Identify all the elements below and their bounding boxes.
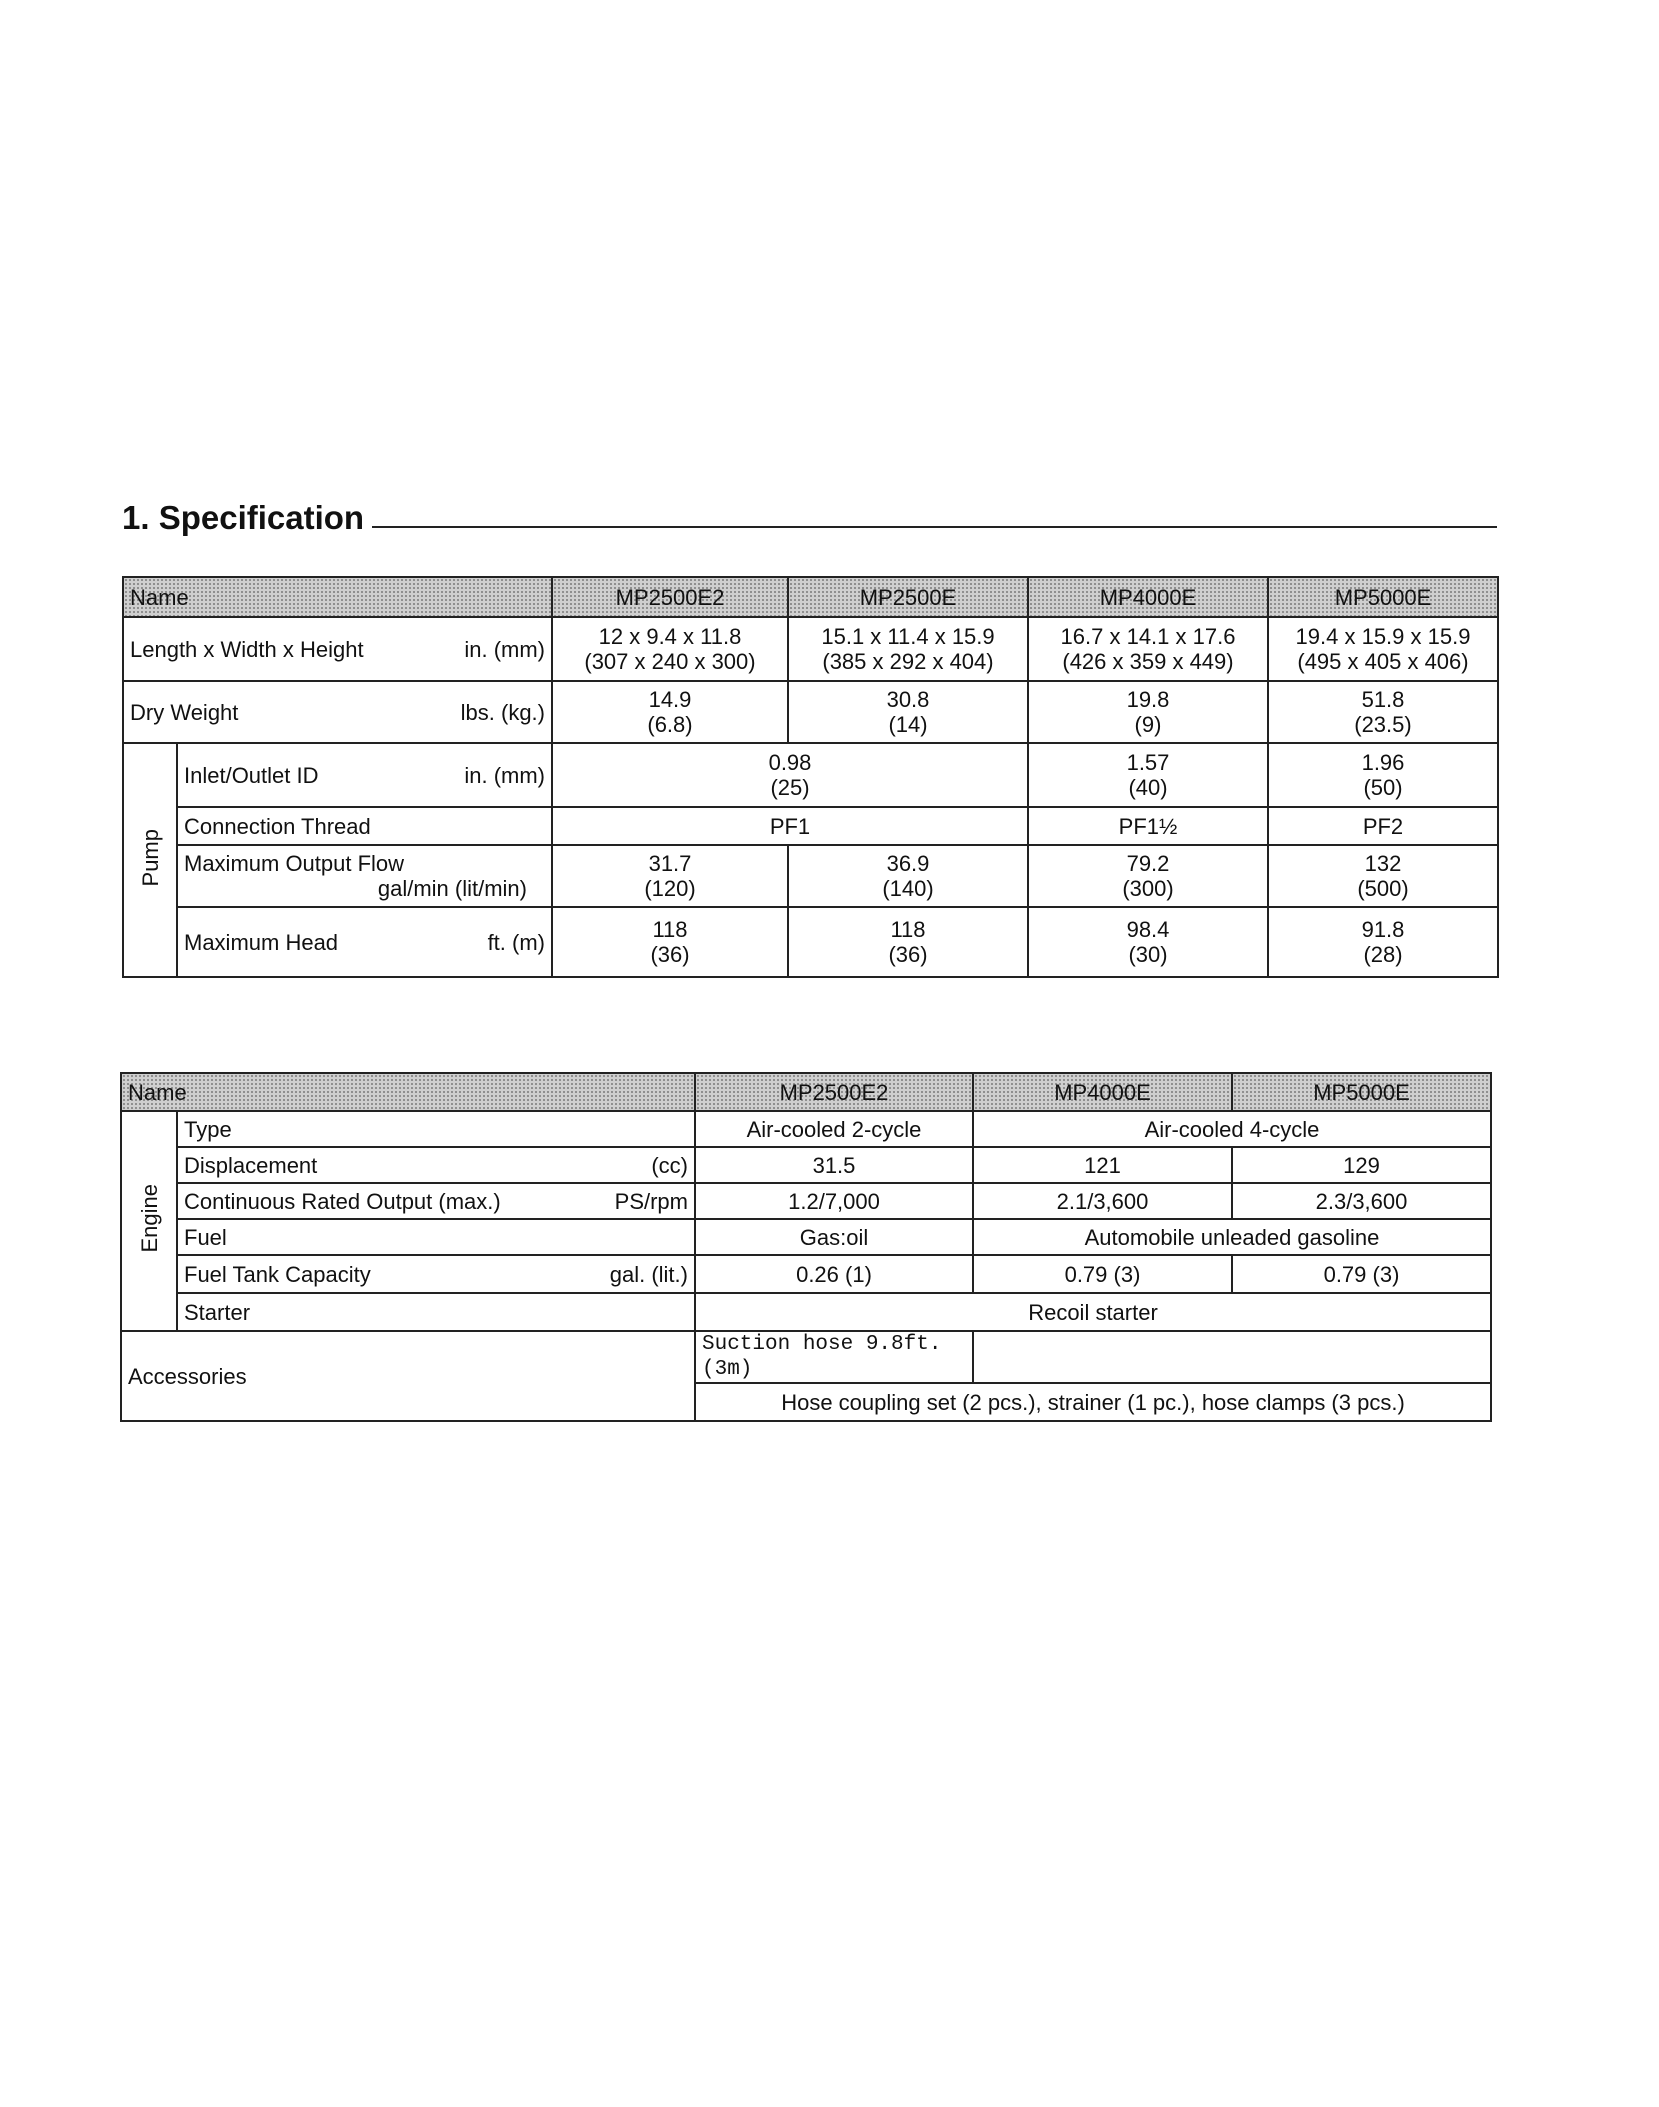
engine-header-row — [121, 1073, 1491, 1111]
model-header-mp2500e: MP2500E — [788, 577, 1028, 617]
value-line: (140) — [882, 876, 934, 901]
type-label: Type — [177, 1111, 695, 1147]
value-line: 79.2 — [1126, 851, 1170, 876]
dry-weight-row — [123, 681, 1498, 743]
dry-weight-value — [788, 681, 1028, 743]
value-line: 12 x 9.4 x 11.8 — [598, 624, 742, 649]
dry-weight-label-text: Dry Weight — [130, 699, 239, 725]
dry-weight-value — [552, 681, 788, 743]
max-head-value — [1268, 907, 1498, 977]
tank-unit: gal. (lit.) — [609, 1261, 688, 1287]
connection-thread-value: PF1 — [552, 807, 1028, 845]
value-line: 51.8 — [1361, 687, 1405, 712]
displacement-value: 129 — [1232, 1147, 1491, 1183]
value-line: 91.8 — [1361, 917, 1405, 942]
name-header: Name — [123, 577, 552, 617]
value-line: (385 x 292 x 404) — [822, 649, 994, 674]
fuel-value: Gas:oil — [695, 1219, 973, 1255]
dimensions-label — [123, 617, 552, 681]
value-line: (426 x 359 x 449) — [1062, 649, 1234, 674]
dimensions-value — [1268, 617, 1498, 681]
connection-thread-label: Connection Thread — [177, 807, 552, 845]
model-header-mp2500e2: MP2500E2 — [552, 577, 788, 617]
value-line: 16.7 x 14.1 x 17.6 — [1060, 624, 1236, 649]
max-flow-value — [788, 845, 1028, 907]
max-head-label-text: Maximum Head — [184, 929, 339, 955]
tank-value: 0.79 (3) — [973, 1255, 1232, 1293]
value-line: 36.9 — [886, 851, 930, 876]
value-line: (500) — [1357, 876, 1409, 901]
value-line: (14) — [888, 712, 928, 737]
model-header-mp5000e: MP5000E — [1268, 577, 1498, 617]
inlet-outlet-value — [1028, 743, 1268, 807]
displacement-value: 121 — [973, 1147, 1232, 1183]
value-line: 15.1 x 11.4 x 15.9 — [821, 624, 995, 649]
value-line: (36) — [650, 942, 690, 967]
accessories-blank — [973, 1331, 1491, 1383]
max-flow-label — [177, 845, 552, 907]
engine-group-label — [121, 1111, 177, 1331]
value-line: 14.9 — [648, 687, 692, 712]
model-header-mp2500e2: MP2500E2 — [695, 1073, 973, 1111]
value-line: (9) — [1134, 712, 1162, 737]
accessories-label: Accessories — [121, 1331, 695, 1421]
value-line: 118 — [890, 917, 926, 942]
engine-spec-table — [120, 1072, 1492, 1422]
output-value: 2.1/3,600 — [973, 1183, 1232, 1219]
model-header-mp5000e: MP5000E — [1232, 1073, 1491, 1111]
heading-rule — [372, 526, 1497, 528]
value-line: 98.4 — [1126, 917, 1170, 942]
value-line: (36) — [888, 942, 928, 967]
accessories-row — [121, 1331, 1491, 1383]
starter-value: Recoil starter — [695, 1293, 1491, 1331]
pump-group-text: Pump — [137, 828, 163, 887]
model-header-mp4000e: MP4000E — [1028, 577, 1268, 617]
type-row — [121, 1111, 1491, 1147]
dimensions-unit: in. (mm) — [464, 636, 545, 662]
dry-weight-value — [1028, 681, 1268, 743]
section-title: 1. Specification — [122, 499, 365, 536]
max-flow-value — [552, 845, 788, 907]
type-value: Air-cooled 4-cycle — [973, 1111, 1491, 1147]
max-head-value — [552, 907, 788, 977]
fuel-label: Fuel — [177, 1219, 695, 1255]
connection-thread-value: PF2 — [1268, 807, 1498, 845]
type-value: Air-cooled 2-cycle — [695, 1111, 973, 1147]
displacement-unit: (cc) — [651, 1152, 688, 1178]
fuel-value: Automobile unleaded gasoline — [973, 1219, 1491, 1255]
value-line: (495 x 405 x 406) — [1297, 649, 1469, 674]
value-line: (50) — [1363, 775, 1403, 800]
inlet-outlet-label — [177, 743, 552, 807]
displacement-label-text: Displacement — [184, 1152, 318, 1178]
output-label-text: Continuous Rated Output (max.) — [184, 1188, 501, 1214]
max-flow-value — [1028, 845, 1268, 907]
tank-row — [121, 1255, 1491, 1293]
inlet-outlet-value — [552, 743, 1028, 807]
model-header-mp4000e: MP4000E — [973, 1073, 1232, 1111]
inlet-outlet-unit: in. (mm) — [464, 762, 545, 788]
inlet-outlet-value — [1268, 743, 1498, 807]
value-line: 19.8 — [1126, 687, 1170, 712]
starter-label: Starter — [177, 1293, 695, 1331]
displacement-value: 31.5 — [695, 1147, 973, 1183]
max-head-label — [177, 907, 552, 977]
value-line: (28) — [1363, 942, 1403, 967]
connection-thread-row — [123, 807, 1498, 845]
value-line: 118 — [652, 917, 688, 942]
displacement-row — [121, 1147, 1491, 1183]
max-flow-value — [1268, 845, 1498, 907]
pump-group-label — [123, 743, 177, 977]
pump-header-row — [123, 577, 1498, 617]
output-row — [121, 1183, 1491, 1219]
dimensions-label-text: Length x Width x Height — [130, 636, 364, 662]
dimensions-value — [788, 617, 1028, 681]
value-line: (120) — [644, 876, 696, 901]
dimensions-value — [552, 617, 788, 681]
max-flow-label-text: Maximum Output Flow — [184, 851, 405, 876]
max-flow-row — [123, 845, 1498, 907]
value-line: 1.96 — [1361, 750, 1405, 775]
inlet-outlet-label-text: Inlet/Outlet ID — [184, 762, 319, 788]
value-line: 132 — [1364, 851, 1402, 876]
value-line: 1.57 — [1126, 750, 1170, 775]
output-label — [177, 1183, 695, 1219]
tank-value: 0.26 (1) — [695, 1255, 973, 1293]
inlet-outlet-row — [123, 743, 1498, 807]
value-line: (23.5) — [1354, 712, 1412, 737]
max-head-value — [788, 907, 1028, 977]
tank-value: 0.79 (3) — [1232, 1255, 1491, 1293]
max-head-row — [123, 907, 1498, 977]
tank-label-text: Fuel Tank Capacity — [184, 1261, 371, 1287]
max-head-value — [1028, 907, 1268, 977]
output-unit: PS/rpm — [614, 1188, 688, 1214]
suction-hose-value: Suction hose 9.8ft.(3m) — [695, 1331, 973, 1383]
value-line: (25) — [770, 775, 810, 800]
pump-spec-table — [122, 576, 1499, 978]
output-value: 1.2/7,000 — [695, 1183, 973, 1219]
fuel-row — [121, 1219, 1491, 1255]
tank-label — [177, 1255, 695, 1293]
engine-group-text: Engine — [136, 1184, 162, 1253]
coupling-value: Hose coupling set (2 pcs.), strainer (1 pc.), hose clamps (3 pcs.) — [695, 1383, 1491, 1421]
max-flow-unit: gal/min (lit/min) — [377, 876, 527, 901]
value-line: (6.8) — [647, 712, 693, 737]
value-line: (30) — [1128, 942, 1168, 967]
dry-weight-value — [1268, 681, 1498, 743]
value-line: 31.7 — [648, 851, 692, 876]
dry-weight-unit: lbs. (kg.) — [460, 699, 545, 725]
value-line: (307 x 240 x 300) — [584, 649, 756, 674]
dimensions-row — [123, 617, 1498, 681]
value-line: 0.98 — [768, 750, 812, 775]
value-line: (300) — [1122, 876, 1174, 901]
value-line: 19.4 x 15.9 x 15.9 — [1295, 624, 1471, 649]
starter-row — [121, 1293, 1491, 1331]
output-value: 2.3/3,600 — [1232, 1183, 1491, 1219]
connection-thread-value: PF1½ — [1028, 807, 1268, 845]
section-heading — [122, 490, 1497, 538]
value-line: 30.8 — [886, 687, 930, 712]
max-head-unit: ft. (m) — [487, 929, 545, 955]
name-header: Name — [121, 1073, 695, 1111]
displacement-label — [177, 1147, 695, 1183]
value-line: (40) — [1128, 775, 1168, 800]
dimensions-value — [1028, 617, 1268, 681]
dry-weight-label — [123, 681, 552, 743]
